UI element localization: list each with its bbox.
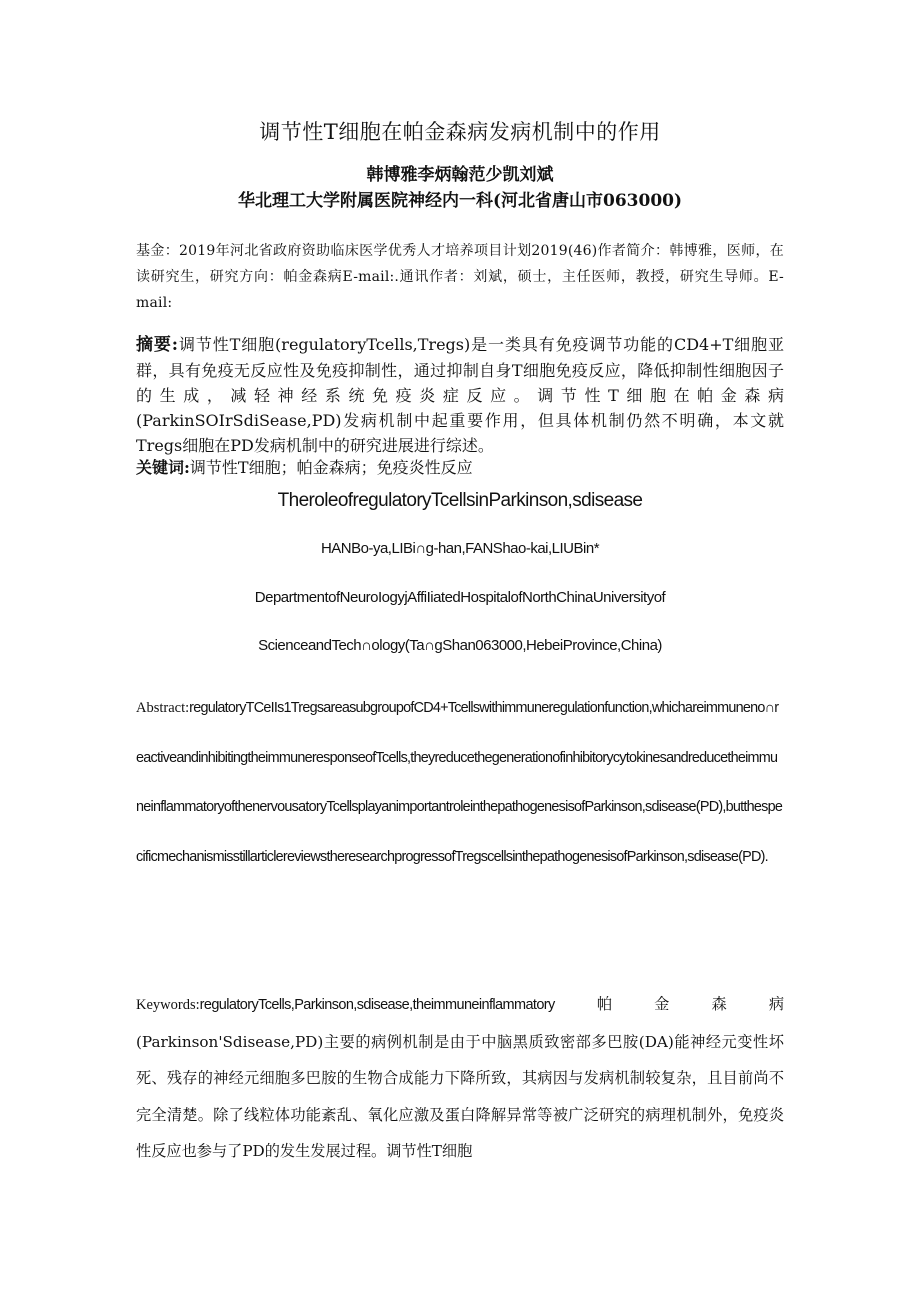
abstract-en-label: Abstract: xyxy=(136,700,190,716)
affiliation-cn: 华北理工大学附属医院神经内一科(河北省唐山市063000) xyxy=(237,191,683,211)
paper-title-cn: 调节性T细胞在帕金森病发病机制中的作用 xyxy=(259,120,661,144)
authors-cn: 韩博雅李炳翰范少凯刘斌 xyxy=(366,165,554,185)
abstract-cn-text: 调节性T细胞(regulatoryTcells,Tregs)是一类具有免疫调节功能的CD4+T细胞亚群，具有免疫无反应性及免疫抑制性，通过抑制自身T细胞免疫反应，降低抑制性细胞因子的生成，减轻神经系统免疫炎症反应。调节性T细胞在帕金森病(ParkinSOIrSdiSease,PD)发病机制中起重要作用，但具体机制仍然不明确，本文就Tregs细胞在PD发病机制中的研究进展进行综述。 xyxy=(136,335,784,455)
paper-title-en: TheroleofregulatoryTcellsinParkinson,sdisease xyxy=(277,490,643,511)
affiliation-en-line1: DepartmentofNeuroIogyjAffiIiatedHospitalofNorthChinaUniversityof xyxy=(254,589,666,606)
abstract-cn xyxy=(136,332,784,458)
authors-en: HANBo-ya,LIBi∩g-han,FANShao-kai,LIUBin* xyxy=(320,540,600,557)
body-paragraph: 帕金森病(Parkinson'Sdisease,PD)主要的病例机制是由于中脑黑质致密部多巴胺(DA)能神经元变性坏死、残存的神经元细胞多巴胺的生物合成能力下降所致，其病因与发病机制较复杂，且目前尚不完全清楚。除了线粒体功能紊乱、氧化应激及蛋白降解异常等被广泛研究的病理机制外，免疫炎性反应也参与了PD的发生发展过程。调节性T细胞 xyxy=(136,995,784,1160)
keywords-en-label: Keywords: xyxy=(136,997,200,1013)
affiliation-en-line2: ScienceandTech∩ology(Ta∩gShan063000,HebeiProvince,China) xyxy=(258,637,662,654)
keywords-cn-text: 调节性T细胞；帕金森病；免疫炎性反应 xyxy=(189,458,473,477)
abstract-en-text: regulatoryTCeIIs1TregsareasubgroupofCD4+Tcellswithimmuneregulationfunction,whichareimmuneno∩reactiveandinhibitingtheimmuneresponseofTcells,theyreducethegenerationofinhibitorycytokinesandreducetheimmuneinflammatoryofthenervousatoryTcellsplayanimportantroleinthepathogenesisofParkinson,sdisease(PD),butthespecificmechanismisstillarticlereviewstheresearchprogressofTregscellsinthepathogenesisofParkinson,sdisease(PD). xyxy=(136,700,783,865)
keywords-cn xyxy=(136,456,784,480)
keywords-en-text: regulatoryTcells,Parkinson,sdisease,theimmuneinflammatory xyxy=(199,997,555,1013)
keywords-en-and-body xyxy=(136,986,784,1170)
abstract-cn-label: 摘要: xyxy=(136,335,179,355)
abstract-en xyxy=(136,684,784,882)
fund-note: 基金：2019年河北省政府资助临床医学优秀人才培养项目计划2019(46)作者简介：韩博雅，医师，在读研究生，研究方向：帕金森病E-mail:.通讯作者：刘斌，硕士，主任医师，教授，研究生导师。E-mail: xyxy=(136,243,784,311)
keywords-cn-label: 关键词: xyxy=(136,458,190,477)
